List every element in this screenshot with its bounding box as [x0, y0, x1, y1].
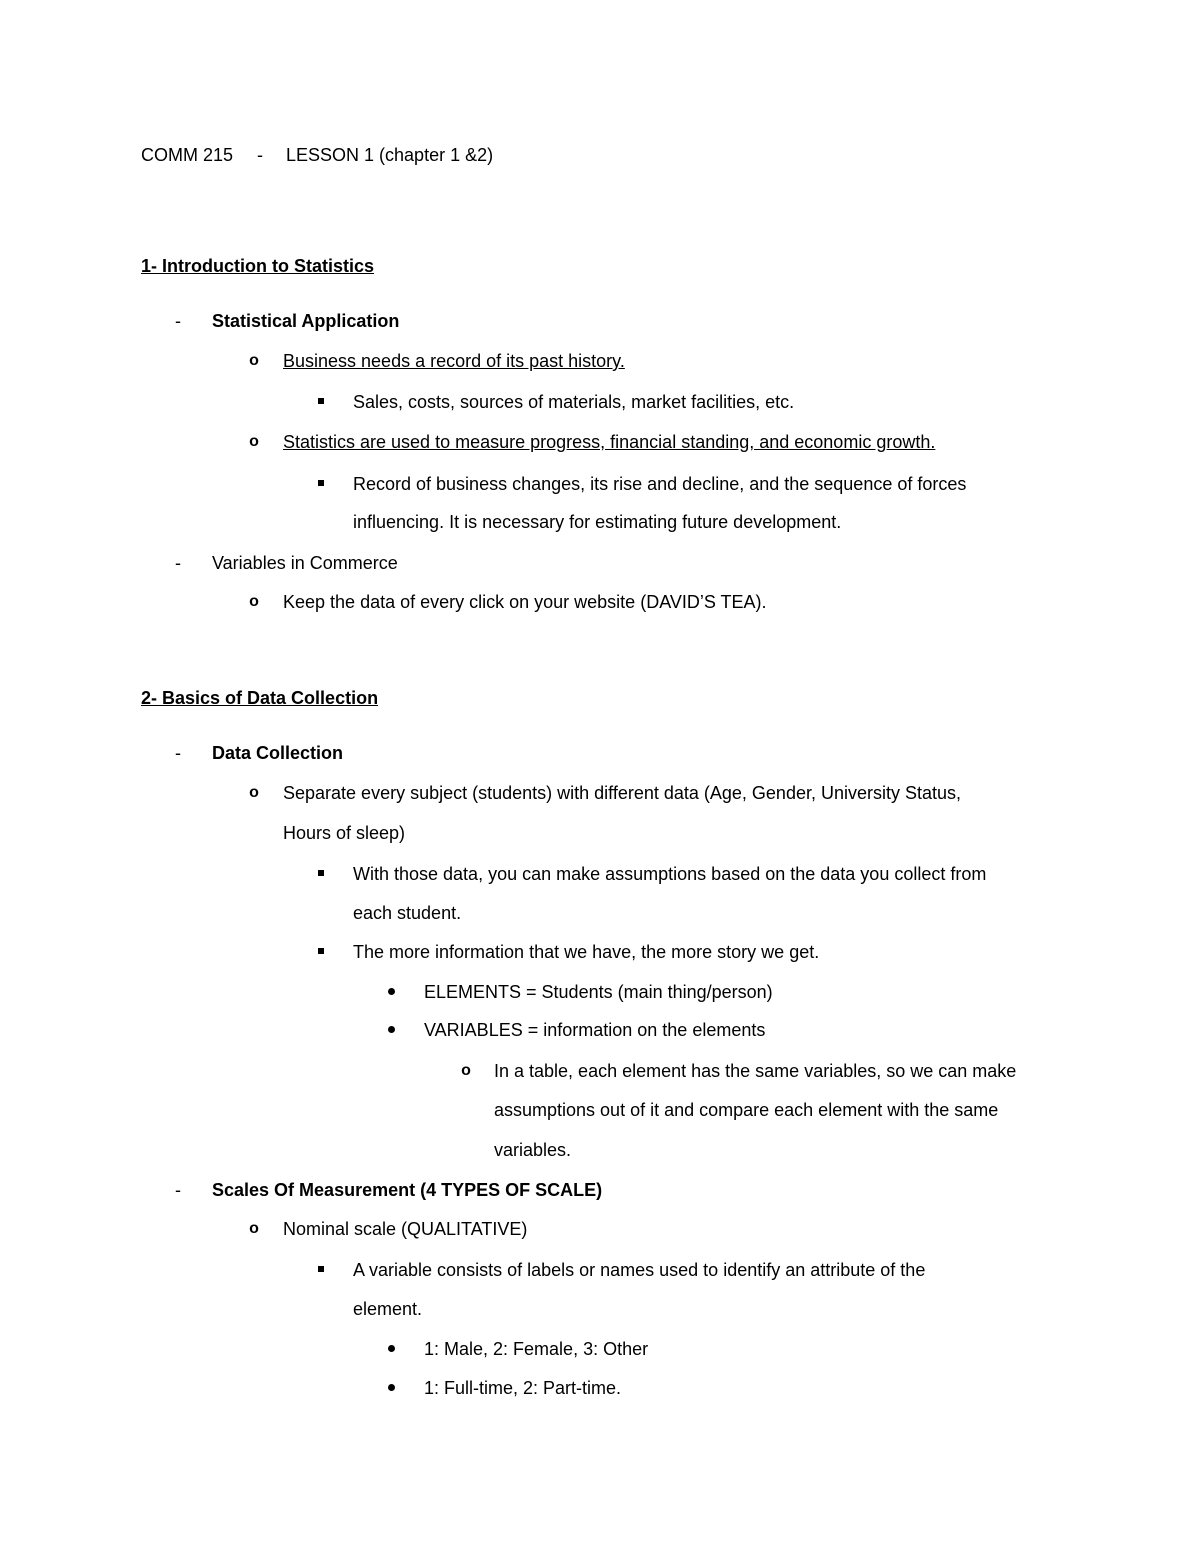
- circle-bullet-marker: o: [461, 1062, 471, 1079]
- square-bullet-icon: [318, 870, 324, 876]
- collection-point-1-line-2: Hours of sleep): [283, 823, 406, 843]
- variables-definition: VARIABLES = information on the elements: [424, 1020, 766, 1040]
- nominal-scale-definition-line-2: element.: [353, 1299, 423, 1319]
- circle-bullet-marker: o: [249, 433, 259, 450]
- dash-marker: -: [175, 743, 181, 763]
- application-point-2-detail-line-2: influencing. It is necessary for estimating future development.: [353, 512, 842, 532]
- nominal-example-2: 1: Full-time, 2: Part-time.: [424, 1378, 622, 1398]
- elements-definition: ELEMENTS = Students (main thing/person): [424, 982, 773, 1002]
- round-bullet-icon: [388, 1026, 395, 1033]
- collection-sub-2: The more information that we have, the more story we get.: [353, 942, 820, 962]
- circle-bullet-marker: o: [249, 593, 259, 610]
- table-note-line-2: assumptions out of it and compare each element with the same: [494, 1100, 999, 1120]
- collection-point-1-line-1: Separate every subject (students) with different data (Age, Gender, University Status,: [283, 783, 962, 803]
- application-point-1-detail: Sales, costs, sources of materials, market facilities, etc.: [353, 392, 795, 412]
- table-note-line-1: In a table, each element has the same variables, so we can make: [494, 1061, 1017, 1081]
- application-point-2: Statistics are used to measure progress, financial standing, and economic growth.: [283, 432, 936, 452]
- application-point-1: Business needs a record of its past history.: [283, 351, 625, 371]
- round-bullet-icon: [388, 1345, 395, 1352]
- nominal-scale-definition-line-1: A variable consists of labels or names used to identify an attribute of the: [353, 1260, 926, 1280]
- section-2-title: 2- Basics of Data Collection: [141, 688, 379, 708]
- dash-marker: -: [175, 553, 181, 573]
- section-1-title: 1- Introduction to Statistics: [141, 256, 375, 276]
- nominal-scale-label: Nominal scale (QUALITATIVE): [283, 1219, 528, 1239]
- collection-sub-1-line-2: each student.: [353, 903, 462, 923]
- square-bullet-icon: [318, 1266, 324, 1272]
- lesson-title: LESSON 1 (chapter 1 &2): [286, 145, 494, 165]
- statistical-application-heading: Statistical Application: [212, 311, 400, 331]
- collection-sub-1-line-1: With those data, you can make assumptions based on the data you collect from: [353, 864, 987, 884]
- dash-marker: -: [175, 311, 181, 331]
- round-bullet-icon: [388, 1384, 395, 1391]
- variables-in-commerce-heading: Variables in Commerce: [212, 553, 398, 573]
- square-bullet-icon: [318, 948, 324, 954]
- application-point-2-detail-line-1: Record of business changes, its rise and decline, and the sequence of forces: [353, 474, 967, 494]
- table-note-line-3: variables.: [494, 1140, 572, 1160]
- circle-bullet-marker: o: [249, 1220, 259, 1237]
- nominal-example-1: 1: Male, 2: Female, 3: Other: [424, 1339, 649, 1359]
- data-collection-heading: Data Collection: [212, 743, 344, 763]
- scales-of-measurement-heading: Scales Of Measurement (4 TYPES OF SCALE): [212, 1180, 603, 1200]
- square-bullet-icon: [318, 480, 324, 486]
- square-bullet-icon: [318, 398, 324, 404]
- header-separator: -: [257, 145, 263, 165]
- circle-bullet-marker: o: [249, 352, 259, 369]
- variables-point-1: Keep the data of every click on your website (DAVID’S TEA).: [283, 592, 767, 612]
- dash-marker: -: [175, 1180, 181, 1200]
- course-code: COMM 215: [141, 145, 234, 165]
- circle-bullet-marker: o: [249, 784, 259, 801]
- round-bullet-icon: [388, 988, 395, 995]
